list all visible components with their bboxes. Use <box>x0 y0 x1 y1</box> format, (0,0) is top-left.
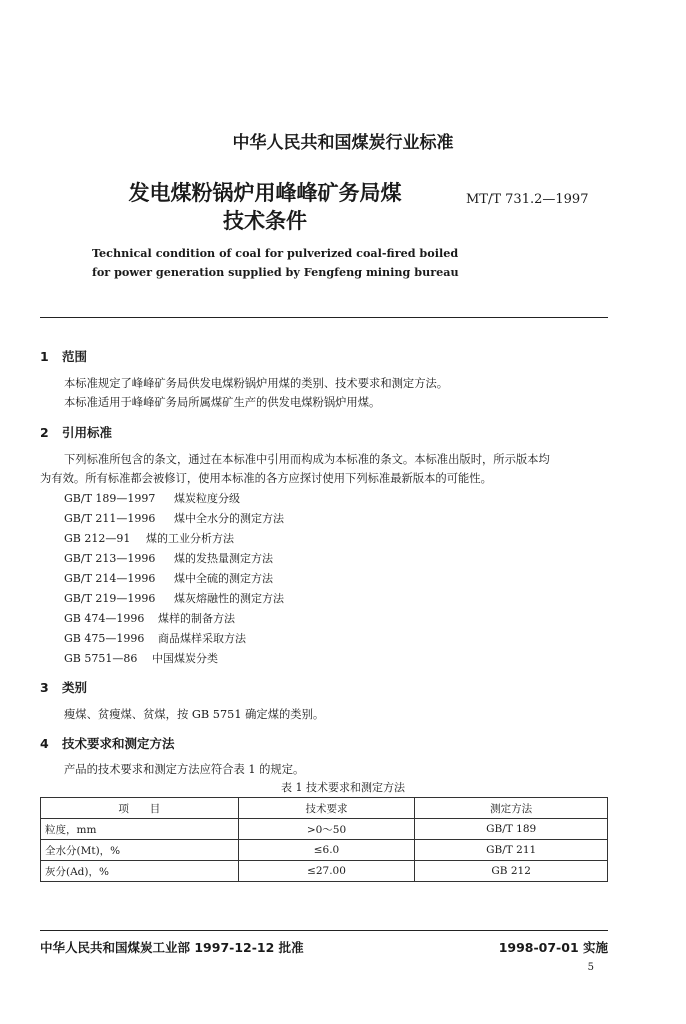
section-number: 1 <box>40 349 49 364</box>
table-row <box>41 840 608 861</box>
section-4-paragraph: 产品的技术要求和测定方法应符合表 1 的规定。 <box>64 763 305 776</box>
cell-requirement: ≤6.0 <box>238 840 415 861</box>
reference-name: 煤的发热量测定方法 <box>174 552 273 565</box>
reference-item <box>64 650 218 666</box>
reference-name: 煤灰熔融性的测定方法 <box>174 592 284 605</box>
cell-item: 灰分(Ad)，% <box>41 861 239 882</box>
section-2-paragraph-line1: 下列标准所包含的条文，通过在本标准中引用而构成为本标准的条文。本标准出版时，所示版本均 <box>64 453 550 466</box>
reference-code: GB/T 189—1997 <box>64 492 156 505</box>
reference-item <box>64 510 284 526</box>
section-1-paragraph-1: 本标准规定了峰峰矿务局供发电煤粉锅炉用煤的类别、技术要求和测定方法。 <box>64 377 449 390</box>
section-3-heading <box>40 678 87 696</box>
cell-method: GB/T 211 <box>415 840 608 861</box>
cell-item: 全水分(Mt)，% <box>41 840 239 861</box>
section-1-paragraph-2: 本标准适用于峰峰矿务局所属煤矿生产的供发电煤粉锅炉用煤。 <box>64 396 381 409</box>
reference-name: 煤炭粒度分级 <box>174 492 240 505</box>
section-2-heading <box>40 423 112 441</box>
table-row <box>41 861 608 882</box>
cell-requirement: ≤27.00 <box>238 861 415 882</box>
footer-divider <box>40 930 608 931</box>
table-header-row <box>41 798 608 819</box>
reference-name: 商品煤样采取方法 <box>158 632 246 645</box>
cell-method: GB 212 <box>415 861 608 882</box>
reference-item <box>64 610 235 626</box>
reference-code: GB 5751—86 <box>64 652 138 665</box>
section-title: 技术要求和测定方法 <box>62 736 175 751</box>
reference-item <box>64 490 240 506</box>
reference-name: 煤样的制备方法 <box>158 612 235 625</box>
section-title: 范围 <box>62 349 88 364</box>
reference-item <box>64 530 234 546</box>
cell-item: 粒度，mm <box>41 819 239 840</box>
section-4-heading <box>40 734 175 752</box>
section-number: 4 <box>40 736 49 751</box>
reference-item <box>64 590 284 606</box>
reference-code: GB 212—91 <box>64 532 131 545</box>
section-2-paragraph-line2: 为有效。所有标准都会被修订，使用本标准的各方应探讨使用下列标准最新版本的可能性。 <box>40 472 492 485</box>
reference-item <box>64 630 246 646</box>
reference-item <box>64 550 273 566</box>
page-number: 5 <box>587 962 594 973</box>
header-method: 测定方法 <box>415 798 608 819</box>
header-requirement: 技术要求 <box>238 798 415 819</box>
section-number: 3 <box>40 680 49 695</box>
table-caption: 表 1 技术要求和测定方法 <box>281 781 405 794</box>
reference-code: GB 474—1996 <box>64 612 145 625</box>
english-title-line2: for power generation supplied by Fengfeng mining bureau <box>92 265 459 279</box>
reference-name: 中国煤炭分类 <box>152 652 218 665</box>
table-row <box>41 819 608 840</box>
document-title-line1: 发电煤粉锅炉用峰峰矿务局煤 <box>128 181 402 205</box>
reference-code: GB/T 213—1996 <box>64 552 156 565</box>
reference-name: 煤中全水分的测定方法 <box>174 512 284 525</box>
reference-code: GB/T 211—1996 <box>64 512 156 525</box>
section-1-heading <box>40 347 87 365</box>
standard-number: MT/T 731.2—1997 <box>466 192 589 207</box>
header-item: 项 目 <box>41 798 239 819</box>
english-title-line1: Technical condition of coal for pulverized coal-fired boiled <box>92 246 459 260</box>
section-title: 引用标准 <box>62 425 113 440</box>
reference-code: GB 475—1996 <box>64 632 145 645</box>
document-title-line2: 技术条件 <box>223 209 307 233</box>
cell-method: GB/T 189 <box>415 819 608 840</box>
approval-statement: 中华人民共和国煤炭工业部 1997-12-12 批准 <box>40 940 304 955</box>
section-title: 类别 <box>62 680 88 695</box>
reference-name: 煤中全硫的测定方法 <box>174 572 273 585</box>
header-divider <box>40 317 608 318</box>
reference-code: GB/T 214—1996 <box>64 572 156 585</box>
reference-item <box>64 570 273 586</box>
section-number: 2 <box>40 425 49 440</box>
section-3-paragraph: 瘦煤、贫瘦煤、贫煤，按 GB 5751 确定煤的类别。 <box>64 708 325 721</box>
effective-date: 1998-07-01 实施 <box>498 940 608 955</box>
reference-code: GB/T 219—1996 <box>64 592 156 605</box>
cell-requirement: >0～50 <box>238 819 415 840</box>
reference-name: 煤的工业分析方法 <box>146 532 234 545</box>
industry-standard-heading: 中华人民共和国煤炭行业标准 <box>232 133 454 153</box>
requirements-table <box>40 797 608 882</box>
